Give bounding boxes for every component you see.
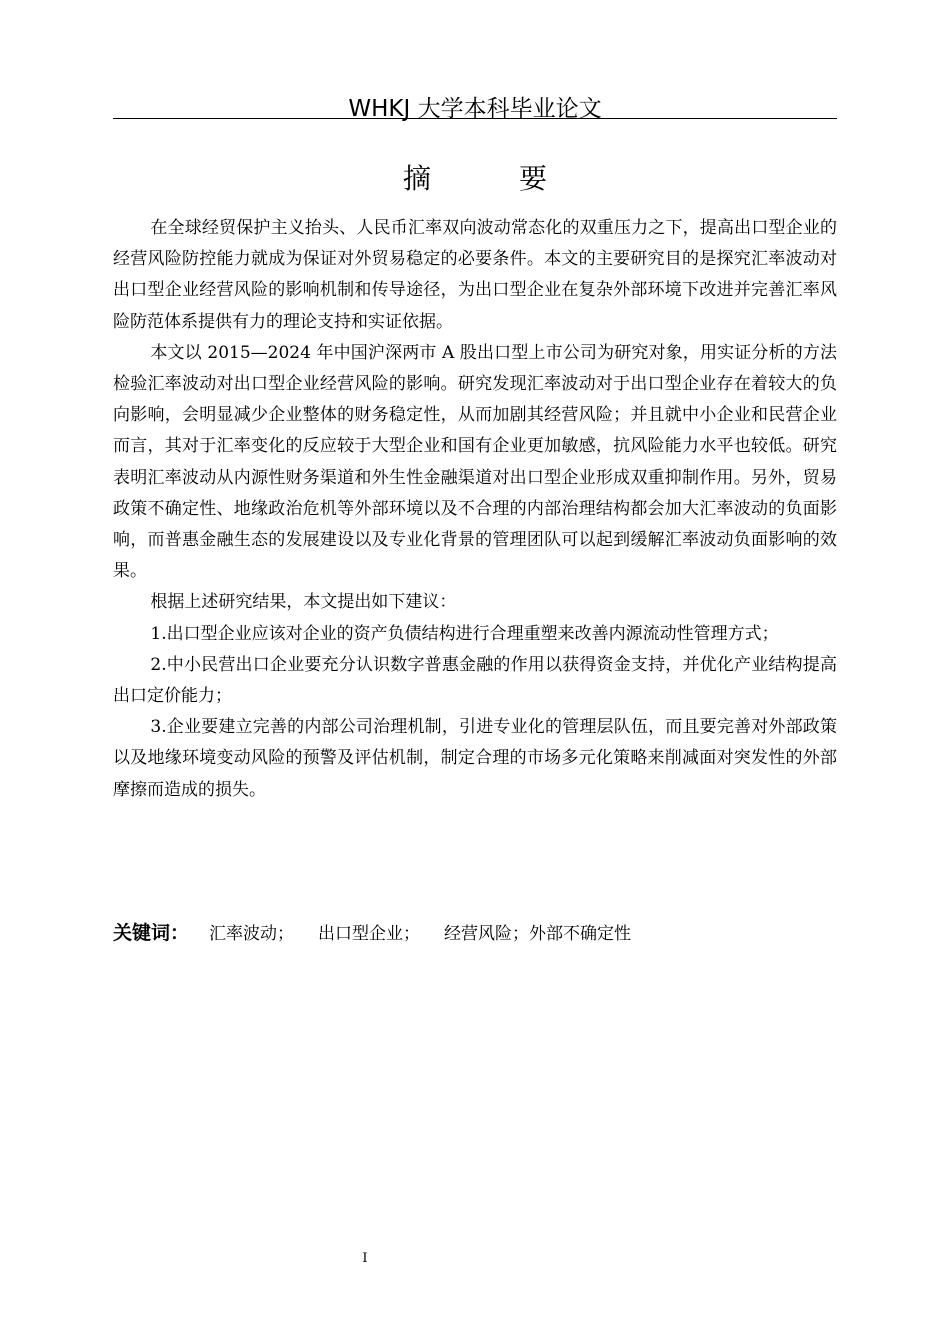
abstract-paragraph-findings: 本文以 2015—2024 年中国沪深两市 A 股出口型上市公司为研究对象，用实证分析的方法检验汇率波动对出口型企业经营风险的影响。研究发现汇率波动对于出口型企业存在着较大的负向影响，会明显减少企业整体的财务稳定性，从而加剧其经营风险；并且就中小企业和民营企业而言，其对于汇率变化的反应较于大型企业和国有企业更加敏感，抗风险能力水平也较低。研究表明汇率波动从内源性财务渠道和外生性金融渠道对出口型企业形成双重抑制作用。另外，贸易政策不确定性、地缘政治危机等外部环境以及不合理的内部治理结构都会加大汇率波动的负面影响，而普惠金融生态的发展建设以及专业化背景的管理团队可以起到缓解汇率波动负面影响的效果。 [113, 342, 837, 582]
keywords-line [113, 918, 837, 949]
header-rule [113, 118, 837, 119]
running-header-title: WHKJ 大学本科毕业论文 [348, 96, 602, 122]
abstract-paragraph-suggestions-intro: 根据上述研究结果，本文提出如下建议： [150, 592, 457, 613]
abstract-body [113, 213, 837, 806]
keyword-item: 经营风险；外部不确定性 [444, 924, 632, 944]
page-number: I [362, 1251, 368, 1266]
keyword-item: 汇率波动； [209, 924, 295, 944]
abstract-suggestion-2: 2.中小民营出口企业要充分认识数字普惠金融的作用以获得资金支持，并优化产业结构提高出口定价能力； [113, 654, 837, 707]
abstract-suggestion-1: 1.出口型企业应该对企业的资产负债结构进行合理重塑来改善内源流动性管理方式； [150, 623, 779, 644]
keyword-item: 出口型企业； [318, 924, 421, 944]
abstract-title: 摘 要 [402, 162, 577, 195]
abstract-suggestion-3: 3.企业要建立完善的内部公司治理机制，引进专业化的管理层队伍，而且要完善对外部政策以及地缘环境变动风险的预警及评估机制，制定合理的市场多元化策略来削减面对突发性的外部摩擦而造成的损失。 [113, 717, 837, 800]
keywords-label: 关键词： [113, 922, 190, 944]
abstract-paragraph-background: 在全球经贸保护主义抬头、人民币汇率双向波动常态化的双重压力之下，提高出口型企业的经营风险防控能力就成为保证对外贸易稳定的必要条件。本文的主要研究目的是探究汇率波动对出口型企业经营风险的影响机制和传导途径，为出口型企业在复杂外部环境下改进并完善汇率风险防范体系提供有力的理论支持和实证依据。 [113, 218, 837, 332]
